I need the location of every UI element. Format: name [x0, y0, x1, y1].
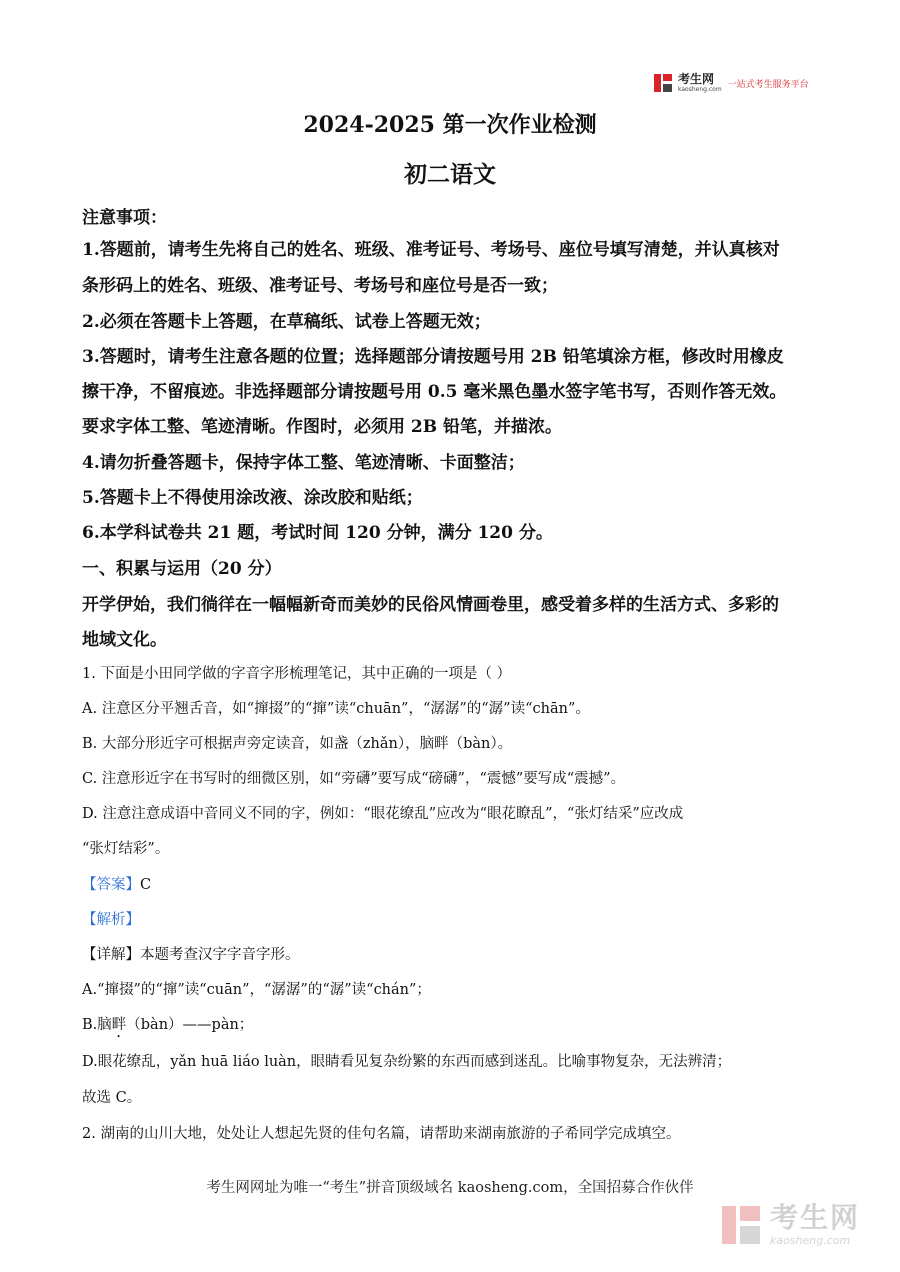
- question-2-stem: 2. 湖南的山川大地，处处让人想起先贤的佳句名篇，请帮助来湖南旅游的子希同学完成填空。: [82, 1126, 681, 1142]
- notice-line: 擦干净，不留痕迹。非选择题部分请按题号用 0.5 毫米黑色墨水签字笔书写，否则作答无效。: [82, 382, 787, 402]
- exam-subject: 初二语文: [404, 161, 496, 188]
- answer-value: C: [140, 877, 152, 893]
- explanation-b: [82, 1013, 253, 1041]
- section-intro: 地域文化。: [82, 630, 167, 650]
- notice-line: 6.本学科试卷共 21 题，考试时间 120 分钟，满分 120 分。: [82, 523, 553, 543]
- question-1-option-a: A. 注意区分平翘舌音，如“撺掇”的“撺”读“chuān”，“潺潺”的“潺”读“chān”。: [82, 701, 590, 717]
- answer-row: [82, 873, 151, 894]
- explanation-b-rest: ——pàn；: [182, 1017, 254, 1033]
- notice-line: 1.答题前，请考生先将自己的姓名、班级、准考证号、考场号、座位号填写清楚，并认真核对: [82, 240, 780, 260]
- explanation-conclusion: 故选 C。: [82, 1090, 142, 1106]
- explanation-a: A.“撺掇”的“撺”读“cuān”，“潺潺”的“潺”读“chán”；: [82, 982, 431, 998]
- explanation-b-pinyin: （bàn）: [126, 1017, 183, 1033]
- header-brand-domain: kaosheng.com: [678, 86, 722, 93]
- notice-line: 2.必须在答题卡上答题，在草稿纸、试卷上答题无效；: [82, 312, 491, 332]
- analysis-tag: 【解析】: [82, 912, 140, 928]
- header-brand: [678, 73, 722, 93]
- detail-tag: 【详解】: [82, 947, 140, 963]
- section-heading: 一、积累与运用（20 分）: [82, 559, 282, 579]
- kaosheng-logo-icon: [652, 72, 674, 94]
- exam-title: 2024-2025 第一次作业检测: [303, 112, 597, 138]
- question-1-option-d-cont: “张灯结彩”。: [82, 841, 170, 857]
- explanation-b-prefix: B.脑: [82, 1017, 112, 1033]
- notice-line: 要求字体工整、笔迹清晰。作图时，必须用 2B 铅笔，并描浓。: [82, 417, 563, 437]
- page-footer: 考生网网址为唯一“考生”拼音顶级域名 kaosheng.com，全国招募合作伙伴: [206, 1180, 694, 1196]
- watermark-brand: [770, 1201, 861, 1247]
- watermark-logo-icon: [718, 1202, 764, 1248]
- header-slogan: 一站式考生服务平台: [727, 79, 809, 90]
- notice-line: 条形码上的姓名、班级、准考证号、考场号和座位号是否一致；: [82, 276, 558, 296]
- question-1-stem: 1. 下面是小田同学做的字音字形梳理笔记，其中正确的一项是（ ）: [82, 666, 512, 682]
- notice-heading: 注意事项：: [82, 208, 167, 228]
- explanation-d: D.眼花缭乱，yǎn huā liáo luàn，眼睛看见复杂纷繁的东西而感到迷乱。比喻事物复杂，无法辨清；: [82, 1054, 732, 1070]
- answer-tag: 【答案】: [82, 877, 140, 893]
- header-brand-name: 考生网: [678, 72, 715, 86]
- detail-text: 本题考查汉字字音字形。: [140, 947, 300, 963]
- notice-line: 4.请勿折叠答题卡，保持字体工整、笔迹清晰、卡面整洁；: [82, 453, 525, 473]
- watermark-brand-name: 考生网: [770, 1201, 861, 1234]
- question-1-option-d: D. 注意注意成语中音同义不同的字，例如：“眼花缭乱”应改为“眼花瞭乱”，“张灯结采”应改成: [82, 806, 684, 822]
- explanation-b-dotted-char: 畔: [111, 1017, 127, 1033]
- detail-row: [82, 943, 300, 964]
- header-logo: [652, 72, 809, 94]
- question-1-option-c: C. 注意形近字在书写时的细微区别，如“旁礴”要写成“磅礴”，“震憾”要写成“震撼”。: [82, 771, 626, 787]
- watermark: [718, 1202, 860, 1248]
- question-1-option-b: B. 大部分形近字可根据声旁定读音，如盏（zhǎn），脑畔（bàn）。: [82, 736, 513, 752]
- watermark-brand-domain: kaosheng.com: [770, 1234, 851, 1247]
- notice-line: 3.答题时，请考生注意各题的位置；选择题部分请按题号用 2B 铅笔填涂方框，修改时用橡皮: [82, 347, 784, 367]
- notice-line: 5.答题卡上不得使用涂改液、涂改胶和贴纸；: [82, 488, 423, 508]
- section-intro: 开学伊始，我们徜徉在一幅幅新奇而美妙的民俗风情画卷里，感受着多样的生活方式、多彩的: [82, 595, 779, 615]
